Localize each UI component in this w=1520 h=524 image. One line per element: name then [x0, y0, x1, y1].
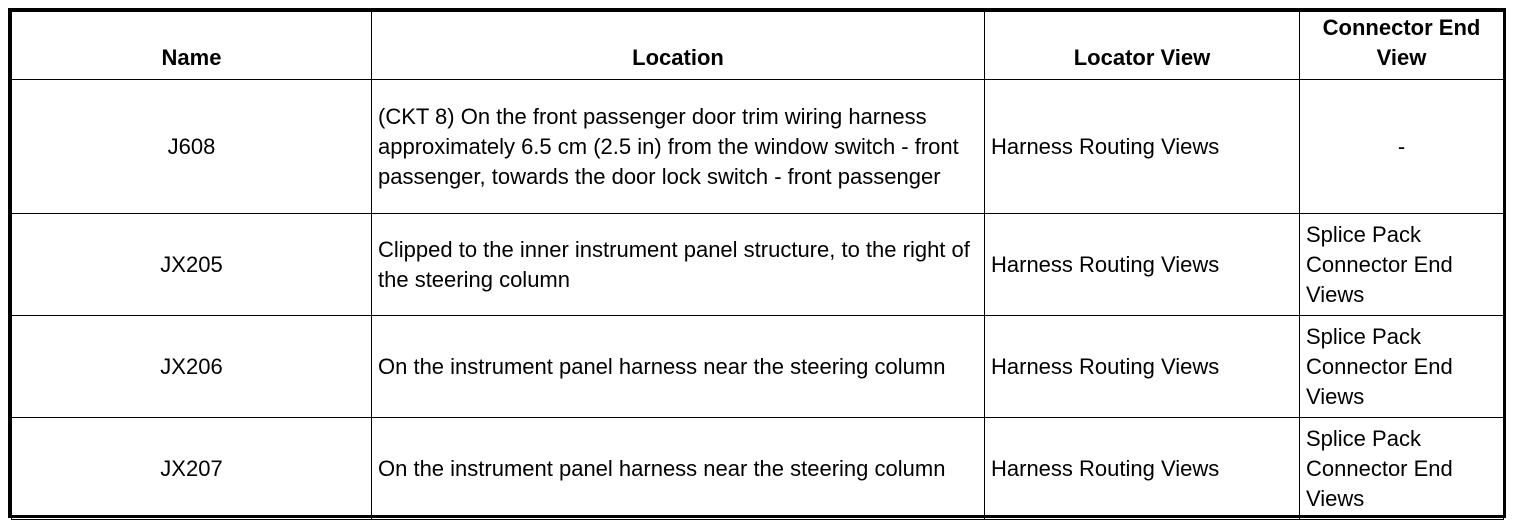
table-header-row	[12, 12, 1504, 80]
header-locator-view: Locator View	[985, 12, 1300, 80]
cell-location: Clipped to the inner instrument panel structure, to the right of the steering column	[372, 214, 985, 316]
connector-table	[11, 11, 1504, 520]
table-row	[12, 316, 1504, 418]
cell-connector-end-view: Splice Pack Connector End Views	[1300, 418, 1504, 520]
header-name: Name	[12, 12, 372, 80]
cell-location: (CKT 8) On the front passenger door trim wiring harness approximately 6.5 cm (2.5 in) from the window switch - front passenger, towards the door lock switch - front passenger	[372, 80, 985, 214]
table-row	[12, 418, 1504, 520]
table-row	[12, 214, 1504, 316]
cell-name: JX207	[12, 418, 372, 520]
cell-locator-view: Harness Routing Views	[985, 418, 1300, 520]
cell-connector-end-view: Splice Pack Connector End Views	[1300, 316, 1504, 418]
header-connector-end-view: Connector End View	[1300, 12, 1504, 80]
cell-connector-end-view: Splice Pack Connector End Views	[1300, 214, 1504, 316]
cell-name: JX205	[12, 214, 372, 316]
cell-connector-end-view: -	[1300, 80, 1504, 214]
table-row	[12, 80, 1504, 214]
cell-location: On the instrument panel harness near the steering column	[372, 418, 985, 520]
cell-locator-view: Harness Routing Views	[985, 316, 1300, 418]
cell-locator-view: Harness Routing Views	[985, 214, 1300, 316]
header-location: Location	[372, 12, 985, 80]
cell-location: On the instrument panel harness near the steering column	[372, 316, 985, 418]
cell-name: JX206	[12, 316, 372, 418]
connector-table-frame	[8, 8, 1506, 518]
cell-name: J608	[12, 80, 372, 214]
cell-locator-view: Harness Routing Views	[985, 80, 1300, 214]
